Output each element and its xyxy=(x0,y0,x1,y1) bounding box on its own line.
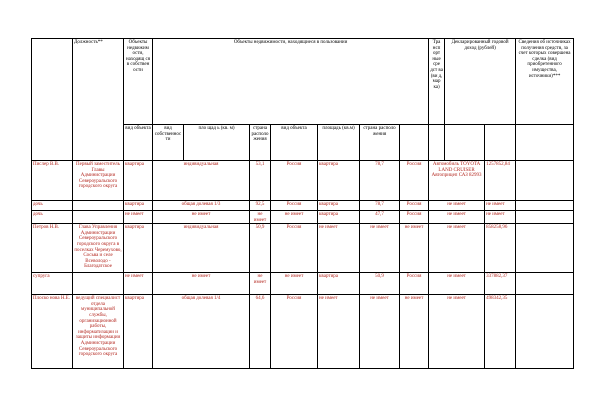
subheader-blank-2 xyxy=(429,125,445,161)
owned-area: не имеет xyxy=(250,211,271,224)
owned-own-type: индивидуальная xyxy=(153,224,250,273)
header-owned-property: Объекты недвижим ости, находящ ся в собствен ости xyxy=(124,39,153,125)
header-name xyxy=(32,39,73,161)
sources xyxy=(516,295,574,369)
header-used-property: Объекты недвижимости, находящиеся в пользовании xyxy=(153,39,429,125)
sources xyxy=(516,161,574,201)
income: не имеет xyxy=(485,211,516,224)
owned-obj-type: квартира xyxy=(124,161,153,201)
subheader-country: страна расположения xyxy=(250,125,271,161)
used-obj-type: квартира xyxy=(318,273,360,295)
owned-area: 64,6 xyxy=(250,295,271,369)
used-area: не имеет xyxy=(360,295,400,369)
table-row xyxy=(32,273,574,295)
person-name: дочь xyxy=(32,211,73,224)
person-position xyxy=(73,211,124,224)
income: 498342,35 xyxy=(485,295,516,369)
person-name: супруга xyxy=(32,273,73,295)
subheader-blank-3 xyxy=(445,125,485,161)
used-area: 78,7 xyxy=(360,161,400,201)
subheader-own-type: вид собственности xyxy=(153,125,184,161)
transport: не имеет xyxy=(429,211,485,224)
person-position: Первый заместитель Главы Администрации Североуральского городского округа xyxy=(73,161,124,201)
header-transport: Тра нсп орт ные сре дст ва (ви д, мар ка) xyxy=(429,39,445,125)
person-position xyxy=(73,273,124,295)
used-area: не имеет xyxy=(360,224,400,273)
owned-own-type: не имеет xyxy=(153,273,250,295)
owned-own-type: не имеет xyxy=(153,211,250,224)
used-country: Россия xyxy=(400,161,429,201)
person-position: ведущий специалист отдела муниципальной службы, организационной работы, информатизации и защиты информации Администрации Североуральского городского округа xyxy=(73,295,124,369)
subheader-country-used: страна располо жения xyxy=(360,125,400,161)
owned-obj-type: квартира xyxy=(124,201,153,211)
person-position xyxy=(73,201,124,211)
used-area: 50,9 xyxy=(360,273,400,295)
owned-area: не имеет xyxy=(250,273,271,295)
owned-area: 92,5 xyxy=(250,201,271,211)
person-name: дочь xyxy=(32,201,73,211)
income: 858258,96 xyxy=(485,224,516,273)
owned-own-type: индивидуальная xyxy=(153,161,250,201)
table-row xyxy=(32,201,574,211)
owned-obj-type: квартира xyxy=(124,224,153,273)
table-row xyxy=(32,161,574,201)
owned-obj-type: квартира xyxy=(124,295,153,369)
subheader-area-used: площадь (кв.м) xyxy=(318,125,360,161)
header-position: Должность** xyxy=(73,39,124,161)
owned-country: Россия xyxy=(271,161,318,201)
sources xyxy=(516,273,574,295)
owned-area: 50,9 xyxy=(250,224,271,273)
transport: не имеет xyxy=(429,224,485,273)
income: 337882,37 xyxy=(485,273,516,295)
table-row xyxy=(32,211,574,224)
used-area: 47,7 xyxy=(360,211,400,224)
owned-country: Россия xyxy=(271,224,318,273)
used-obj-type: не имеет xyxy=(318,224,360,273)
transport: не имеет xyxy=(429,295,485,369)
owned-country: Россия xyxy=(271,201,318,211)
used-country: Россия xyxy=(400,201,429,211)
used-country: Россия xyxy=(400,273,429,295)
subheader-blank-4 xyxy=(485,125,516,161)
person-name: Плоско нова Н.Е. xyxy=(32,295,73,369)
declaration-table xyxy=(31,38,574,369)
transport: Автомобиль TOYOTA LAND CRUISER Автоприцеп САЗ 82993 xyxy=(429,161,485,201)
sources xyxy=(516,211,574,224)
used-obj-type: квартира xyxy=(318,161,360,201)
owned-obj-type: не имеет xyxy=(124,211,153,224)
subheader-obj-type-used: вид объекта xyxy=(271,125,318,161)
owned-area: 53,1 xyxy=(250,161,271,201)
subheader-obj-type: вид объекта xyxy=(124,125,153,161)
owned-country: Россия xyxy=(271,295,318,369)
owned-country: не имеет xyxy=(271,211,318,224)
person-name: Петров Н.В. xyxy=(32,224,73,273)
sources xyxy=(516,224,574,273)
income: 1257852,84 xyxy=(485,161,516,201)
header-sources: Сведения об источниках получения средств, за счет которых совершена сделка (вид приобретенного имущества, источники)*** xyxy=(516,39,574,125)
owned-country: не имеет xyxy=(271,273,318,295)
owned-obj-type: не имеет xyxy=(124,273,153,295)
transport: не имеет xyxy=(429,273,485,295)
table-row xyxy=(32,224,574,273)
used-country: не имеет xyxy=(400,295,429,369)
person-name: Пислер В.В. xyxy=(32,161,73,201)
owned-own-type: общая долевая 1/3 xyxy=(153,201,250,211)
table-row xyxy=(32,295,574,369)
subheader-blank-5 xyxy=(516,125,574,161)
used-obj-type: квартира xyxy=(318,201,360,211)
owned-own-type: общая долевая 1/4 xyxy=(153,295,250,369)
subheader-blank-1 xyxy=(400,125,429,161)
used-obj-type: квартира xyxy=(318,211,360,224)
header-income: Декларированный годовой доход (рублей) xyxy=(445,39,516,125)
used-country: не имеет xyxy=(400,224,429,273)
income: не имеет xyxy=(485,201,516,211)
used-obj-type: не имеет xyxy=(318,295,360,369)
person-position: Глава Управления Администрации Североуральского городского округа в поселках Черемухово, Сосьва и селе Всеволодо - Благодатское xyxy=(73,224,124,273)
transport: не имеет xyxy=(429,201,485,211)
sources xyxy=(516,201,574,211)
subheader-area: пло щад ь (кв. м) xyxy=(184,125,250,161)
used-country: Россия xyxy=(400,211,429,224)
used-area: 78,7 xyxy=(360,201,400,211)
